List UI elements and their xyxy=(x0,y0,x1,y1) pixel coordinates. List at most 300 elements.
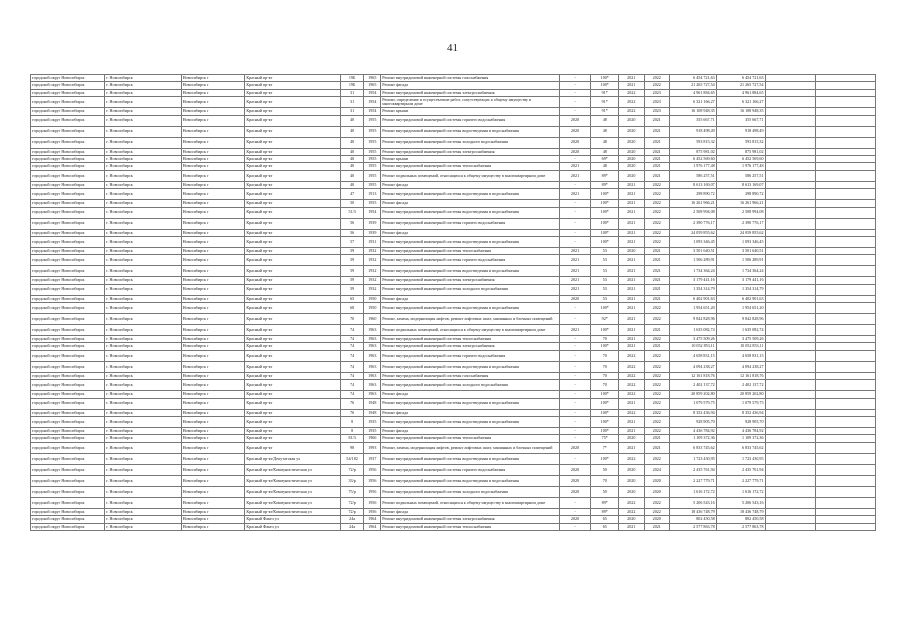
table-cell: 70 xyxy=(591,350,619,361)
table-cell-empty xyxy=(816,417,876,428)
table-cell: 875 981,02 xyxy=(716,148,765,155)
table-cell: 2020 xyxy=(559,516,591,523)
table-cell: г. Новосибирск xyxy=(105,236,181,247)
table-cell: Ремонт внутридомовой инженерной системы электроснабжения xyxy=(381,343,559,350)
table-cell: 40 xyxy=(340,181,363,188)
table-cell: 2021 xyxy=(644,148,669,155)
table-cell: 2021 xyxy=(619,343,644,350)
table-row xyxy=(31,391,876,398)
table-cell: 1 354 314,79 xyxy=(669,284,716,295)
table-cell: 2022 xyxy=(619,391,644,398)
table-cell: 1 616 172,72 xyxy=(716,486,765,497)
table-cell: Новосибирск г xyxy=(181,486,245,497)
table-cell: 40 xyxy=(340,163,363,170)
table-cell-empty xyxy=(816,108,876,115)
table-cell: 68 xyxy=(340,303,363,314)
table-cell: Красный пр-кт xyxy=(245,303,341,314)
table-cell-empty xyxy=(816,325,876,336)
table-cell: г. Новосибирск xyxy=(105,523,181,530)
table-cell-empty xyxy=(816,148,876,155)
table-cell: городской округ Новосибирск xyxy=(31,126,105,137)
table-row xyxy=(31,163,876,170)
table-cell: Ремонт внутридомовой инженерной системы горячего водоснабжения xyxy=(381,350,559,361)
table-cell: - xyxy=(559,229,591,236)
table-cell: Ремонт подвальных помещений, относящихся к общему имуществу в многоквартирном доме xyxy=(381,170,559,181)
table-cell: Новосибирск г xyxy=(181,516,245,523)
table-cell-empty xyxy=(765,277,816,284)
table-cell: 1 723 430,95 xyxy=(716,453,765,464)
table-cell: - xyxy=(559,181,591,188)
table-cell: Новосибирск г xyxy=(181,508,245,515)
table-row xyxy=(31,115,876,126)
table-cell: 59 xyxy=(340,277,363,284)
table-cell: 4 658 831,15 xyxy=(716,350,765,361)
table-cell: г. Новосибирск xyxy=(105,417,181,428)
table-cell: 2021 xyxy=(559,170,591,181)
table-cell: 1 616 172,72 xyxy=(669,486,716,497)
table-cell: 6 454 721,63 xyxy=(669,75,716,82)
table-cell: г. Новосибирск xyxy=(105,464,181,475)
table-cell-empty xyxy=(765,97,816,108)
table-cell: Ремонт внутридомовой инженерной системы горячего водоснабжения xyxy=(381,464,559,475)
table-cell: 40 xyxy=(340,170,363,181)
table-cell: 6 833 745,62 xyxy=(669,442,716,453)
table-cell: 2021 xyxy=(559,325,591,336)
table-cell: Красный пр-кт xyxy=(245,126,341,137)
table-cell: - xyxy=(559,236,591,247)
table-cell-empty xyxy=(765,207,816,218)
table-cell: 70 xyxy=(340,314,363,325)
table-cell: 2022 xyxy=(644,200,669,207)
table-cell: Красный пр-кт xyxy=(245,155,341,162)
table-cell-empty xyxy=(816,398,876,409)
table-cell: 100* xyxy=(591,82,619,89)
table-cell: - xyxy=(559,417,591,428)
table-cell: 59 xyxy=(340,255,363,266)
table-cell: 2020 xyxy=(559,295,591,302)
table-cell: 65 xyxy=(340,295,363,302)
table-cell: г. Новосибирск xyxy=(105,137,181,148)
table-cell: 1 093 346,45 xyxy=(716,236,765,247)
table-cell: г. Новосибирск xyxy=(105,108,181,115)
table-cell: 8 613 169,07 xyxy=(716,181,765,188)
table-cell: Красный пр-кт xyxy=(245,380,341,391)
table-row xyxy=(31,295,876,302)
table-cell: Новосибирск г xyxy=(181,417,245,428)
table-cell-empty xyxy=(765,372,816,379)
table-cell: 74 xyxy=(340,372,363,379)
table-cell: г. Новосибирск xyxy=(105,218,181,229)
table-cell: 2021 xyxy=(644,155,669,162)
table-row xyxy=(31,236,876,247)
table-cell: Ремонт, замена, модернизация лифтов, ремонт лифтовых шахт, машинных и блочных помещений xyxy=(381,314,559,325)
table-cell: Новосибирск г xyxy=(181,75,245,82)
table-cell: городской округ Новосибирск xyxy=(31,189,105,200)
table-cell: 2022 xyxy=(619,380,644,391)
table-cell-empty xyxy=(765,314,816,325)
table-row xyxy=(31,303,876,314)
table-cell-empty xyxy=(765,523,816,530)
table-cell-empty xyxy=(765,428,816,435)
table-cell: 40 xyxy=(340,148,363,155)
table-cell: 2022 xyxy=(644,372,669,379)
table-cell: городской округ Новосибирск xyxy=(31,486,105,497)
table-cell: 10 052 853,11 xyxy=(716,343,765,350)
table-cell: Новосибирск г xyxy=(181,361,245,372)
table-cell: г. Новосибирск xyxy=(105,89,181,96)
table-cell: Красный пр-кт xyxy=(245,266,341,277)
table-cell: г. Новосибирск xyxy=(105,207,181,218)
table-cell: 1948 xyxy=(364,409,381,416)
table-cell: 2021 xyxy=(644,115,669,126)
table-cell: 2021 xyxy=(619,325,644,336)
table-cell: 2022 xyxy=(619,97,644,108)
table-cell: городской округ Новосибирск xyxy=(31,247,105,254)
table-cell-empty xyxy=(765,391,816,398)
table-cell: 100* xyxy=(591,189,619,200)
table-cell: Ремонт фасада xyxy=(381,409,559,416)
table-cell: 53 xyxy=(591,277,619,284)
table-cell: г. Новосибирск xyxy=(105,497,181,508)
table-cell: 1954 xyxy=(364,89,381,96)
table-cell: 91* xyxy=(591,97,619,108)
table-cell: Ремонт внутридомовой инженерной системы теплоснабжения xyxy=(381,336,559,343)
table-cell: городской округ Новосибирск xyxy=(31,284,105,295)
table-cell: 100* xyxy=(591,303,619,314)
table-cell: 1955 xyxy=(364,163,381,170)
table-cell: городской округ Новосибирск xyxy=(31,435,105,442)
table-row xyxy=(31,200,876,207)
table-cell: 100* xyxy=(591,391,619,398)
table-cell: 3 475 509,26 xyxy=(716,336,765,343)
table-cell: городской округ Новосибирск xyxy=(31,508,105,515)
table-cell-empty xyxy=(765,200,816,207)
table-cell: г. Новосибирск xyxy=(105,155,181,162)
table-cell: 6 452 569,60 xyxy=(669,155,716,162)
table-cell: 40 xyxy=(340,137,363,148)
table-cell: Новосибирск г xyxy=(181,218,245,229)
table-cell-empty xyxy=(816,97,876,108)
table-cell: 74 xyxy=(340,361,363,372)
table-cell: г. Новосибирск xyxy=(105,516,181,523)
table-cell: 2020 xyxy=(619,148,644,155)
table-cell: городской округ Новосибирск xyxy=(31,398,105,409)
table-cell: 2020 xyxy=(619,435,644,442)
table-cell: 2020 xyxy=(644,516,669,523)
table-cell: 918 498,49 xyxy=(716,126,765,137)
table-cell-empty xyxy=(816,336,876,343)
table-cell: 16 261 966,21 xyxy=(716,200,765,207)
table-cell: 50 xyxy=(340,200,363,207)
table-cell: 2021 xyxy=(619,181,644,188)
table-cell: г. Новосибирск xyxy=(105,372,181,379)
table-cell: 4 094 238,27 xyxy=(716,361,765,372)
table-cell: Красный пр-кт xyxy=(245,137,341,148)
table-cell: г. Новосибирск xyxy=(105,486,181,497)
table-cell: г. Новосибирск xyxy=(105,115,181,126)
table-cell: 2021 xyxy=(619,284,644,295)
table-cell: 53 xyxy=(591,247,619,254)
table-cell: городской округ Новосибирск xyxy=(31,442,105,453)
table-cell: городской округ Новосибирск xyxy=(31,163,105,170)
table-cell: 2021 xyxy=(619,255,644,266)
table-cell: 31 xyxy=(340,97,363,108)
table-cell: городской округ Новосибирск xyxy=(31,391,105,398)
table-cell: 6 833 745,62 xyxy=(716,442,765,453)
table-cell: 2021 xyxy=(644,163,669,170)
table-cell: Новосибирск г xyxy=(181,170,245,181)
table-row xyxy=(31,229,876,236)
table-cell: 24 059 855,62 xyxy=(669,229,716,236)
table-cell: - xyxy=(559,75,591,82)
table-cell: 2020 xyxy=(619,126,644,137)
table-cell: - xyxy=(559,82,591,89)
table-cell: 76 xyxy=(340,409,363,416)
table-cell: 1 635 082,74 xyxy=(669,325,716,336)
table-cell: 2021 xyxy=(619,200,644,207)
table-cell: 74 xyxy=(340,391,363,398)
table-cell: 2022 xyxy=(644,189,669,200)
table-cell: 2 402 137,72 xyxy=(669,380,716,391)
table-cell: Ремонт внутридомовой инженерной системы водоотведения и водоснабжения xyxy=(381,189,559,200)
table-row xyxy=(31,108,876,115)
table-cell: 1 079 579,75 xyxy=(716,398,765,409)
table-row xyxy=(31,523,876,530)
table-cell: 81/3 xyxy=(340,435,363,442)
table-cell: г. Новосибирск xyxy=(105,350,181,361)
table-cell-empty xyxy=(765,82,816,89)
table-cell: 2021 xyxy=(644,170,669,181)
table-cell: 2021 xyxy=(619,82,644,89)
table-cell: 2021 xyxy=(644,126,669,137)
table-cell: городской округ Новосибирск xyxy=(31,266,105,277)
table-cell: 53 xyxy=(591,295,619,302)
table-cell-empty xyxy=(816,255,876,266)
table-cell: Новосибирск г xyxy=(181,428,245,435)
table-cell-empty xyxy=(816,170,876,181)
table-cell: - xyxy=(559,89,591,96)
table-cell: 1956 xyxy=(364,508,381,515)
table-cell: Ремонт внутридомовой инженерной системы водоотведения и водоснабжения xyxy=(381,417,559,428)
table-cell: городской округ Новосибирск xyxy=(31,255,105,266)
table-cell: 50 xyxy=(591,464,619,475)
table-cell: 2021 xyxy=(644,255,669,266)
table-cell: 74 xyxy=(340,325,363,336)
table-cell: Новосибирск г xyxy=(181,126,245,137)
table-cell: 72/р xyxy=(340,497,363,508)
table-cell: 2021 xyxy=(619,428,644,435)
table-cell-empty xyxy=(816,350,876,361)
table-cell: г. Новосибирск xyxy=(105,380,181,391)
table-cell: 19Б xyxy=(340,82,363,89)
table-cell: 1939 xyxy=(364,229,381,236)
table-cell: 2022 xyxy=(644,218,669,229)
table-cell: 1963 xyxy=(364,391,381,398)
table-cell: городской округ Новосибирск xyxy=(31,475,105,486)
table-cell: 2021 xyxy=(619,442,644,453)
table-cell: 70 xyxy=(591,361,619,372)
table-cell: Ремонт внутридомовой инженерной системы теплоснабжения xyxy=(381,523,559,530)
table-cell: Новосибирск г xyxy=(181,115,245,126)
table-cell-empty xyxy=(765,435,816,442)
table-cell: городской округ Новосибирск xyxy=(31,453,105,464)
table-cell: Новосибирск г xyxy=(181,325,245,336)
table-cell: Новосибирск г xyxy=(181,266,245,277)
table-row xyxy=(31,247,876,254)
table-cell: 75* xyxy=(591,435,619,442)
table-cell-empty xyxy=(816,343,876,350)
table-row xyxy=(31,97,876,108)
table-cell: 2021 xyxy=(619,189,644,200)
table-cell: 1956 xyxy=(364,497,381,508)
table-cell: г. Новосибирск xyxy=(105,148,181,155)
table-cell: г. Новосибирск xyxy=(105,398,181,409)
table-cell: 74 xyxy=(340,380,363,391)
table-cell: 1 635 082,74 xyxy=(716,325,765,336)
table-cell-empty xyxy=(816,486,876,497)
table-cell: 2022 xyxy=(619,409,644,416)
table-cell: 1955 xyxy=(364,181,381,188)
table-cell: городской округ Новосибирск xyxy=(31,155,105,162)
table-cell: 100* xyxy=(591,398,619,409)
table-cell-empty xyxy=(816,207,876,218)
table-cell-empty xyxy=(816,409,876,416)
table-row xyxy=(31,508,876,515)
table-cell: - xyxy=(559,200,591,207)
table-cell: 74 xyxy=(340,350,363,361)
table-cell: Новосибирск г xyxy=(181,229,245,236)
table-cell: 802 450,58 xyxy=(716,516,765,523)
table-cell: Красный пр-кт xyxy=(245,336,341,343)
table-cell: Ремонт фасада xyxy=(381,200,559,207)
table-cell: городской округ Новосибирск xyxy=(31,343,105,350)
table-cell: 2020 xyxy=(559,137,591,148)
table-cell-empty xyxy=(765,284,816,295)
table-cell: 70 xyxy=(591,475,619,486)
table-cell: Ремонт внутридомовой инженерной системы водоотведения и водоснабжения xyxy=(381,361,559,372)
table-cell: г. Новосибирск xyxy=(105,181,181,188)
table-cell: 65 xyxy=(591,516,619,523)
table-cell: 3 179 441,16 xyxy=(669,277,716,284)
table-cell: 69* xyxy=(591,155,619,162)
table-cell: 76 xyxy=(340,398,363,409)
table-cell: Красный Факел ул xyxy=(245,516,341,523)
table-cell: 2021 xyxy=(644,435,669,442)
table-cell-empty xyxy=(765,75,816,82)
table-row xyxy=(31,148,876,155)
table-cell-empty xyxy=(816,163,876,170)
table-cell-empty xyxy=(816,453,876,464)
table-cell: 2022 xyxy=(644,75,669,82)
table-cell: 1913 xyxy=(364,189,381,200)
table-cell: Красный пр-кт xyxy=(245,372,341,379)
table-cell: 1964 xyxy=(364,516,381,523)
table-cell: 1955 xyxy=(364,170,381,181)
table-cell: 100* xyxy=(591,218,619,229)
table-cell: Новосибирск г xyxy=(181,475,245,486)
table-cell: Новосибирск г xyxy=(181,181,245,188)
table-cell-empty xyxy=(765,398,816,409)
table-row xyxy=(31,497,876,508)
table-cell: 1 734 364,24 xyxy=(716,266,765,277)
table-cell: 2021 xyxy=(644,523,669,530)
table-cell: 2021 xyxy=(559,247,591,254)
table-row xyxy=(31,170,876,181)
table-cell: Красный пр-кт/Коммунистическая ул xyxy=(245,497,341,508)
table-cell-empty xyxy=(765,181,816,188)
table-cell: 74 xyxy=(340,343,363,350)
table-cell: 9 842 828,96 xyxy=(669,314,716,325)
table-cell: Новосибирск г xyxy=(181,277,245,284)
table-cell: Красный пр-кт/Коммунистическая ул xyxy=(245,475,341,486)
table-cell: г. Новосибирск xyxy=(105,442,181,453)
table-cell: - xyxy=(559,361,591,372)
table-cell: городской округ Новосибирск xyxy=(31,428,105,435)
table-cell: 2020 xyxy=(644,486,669,497)
table-cell: г. Новосибирск xyxy=(105,247,181,254)
table-cell: Красный пр-кт xyxy=(245,200,341,207)
table-cell: Ремонт подвальных помещений, относящихся к общему имуществу в многоквартирном доме xyxy=(381,325,559,336)
table-cell: 1932 xyxy=(364,247,381,254)
table-cell: Красный пр-кт xyxy=(245,435,341,442)
table-cell: 4 961 884,65 xyxy=(669,89,716,96)
table-cell: 70 xyxy=(591,372,619,379)
table-cell: Красный пр-кт xyxy=(245,442,341,453)
table-row xyxy=(31,325,876,336)
table-cell-empty xyxy=(765,295,816,302)
table-cell: 18 436 748,79 xyxy=(669,508,716,515)
table-cell: Красный пр-кт xyxy=(245,189,341,200)
table-cell: 98 xyxy=(340,442,363,453)
table-cell: - xyxy=(559,453,591,464)
table-cell-empty xyxy=(816,372,876,379)
table-cell: 2 508 994,08 xyxy=(716,207,765,218)
table-cell: Красный пр-кт xyxy=(245,97,341,108)
table-cell-empty xyxy=(765,247,816,254)
table-cell: Ремонт внутридомовой инженерной системы холодного водоснабжения xyxy=(381,284,559,295)
table-cell: 2022 xyxy=(644,361,669,372)
table-cell: 2021 xyxy=(559,255,591,266)
table-cell: Ремонт внутридомовой инженерной системы электроснабжения xyxy=(381,148,559,155)
table-cell-empty xyxy=(816,181,876,188)
table-cell: Красный пр-кт/Коммунистическая ул xyxy=(245,508,341,515)
table-cell: 31 xyxy=(340,89,363,96)
table-cell: г. Новосибирск xyxy=(105,295,181,302)
table-cell: Красный пр-кт xyxy=(245,361,341,372)
capital-repair-table xyxy=(30,74,876,531)
table-cell: - xyxy=(559,508,591,515)
table-cell: Новосибирск г xyxy=(181,372,245,379)
table-cell: 2022 xyxy=(644,236,669,247)
table-row xyxy=(31,516,876,523)
table-cell: 4 436 784,92 xyxy=(716,428,765,435)
table-cell-empty xyxy=(816,303,876,314)
table-cell: г. Новосибирск xyxy=(105,361,181,372)
table-cell: - xyxy=(559,380,591,391)
table-cell: 40 xyxy=(340,155,363,162)
table-cell: городской округ Новосибирск xyxy=(31,380,105,391)
table-cell: - xyxy=(559,350,591,361)
table-cell: Новосибирск г xyxy=(181,236,245,247)
table-cell: 928 905,70 xyxy=(716,417,765,428)
table-cell: 2020 xyxy=(619,464,644,475)
table-cell: Ремонт фасада xyxy=(381,82,559,89)
table-cell: 1 954 651,20 xyxy=(669,303,716,314)
table-cell: городской округ Новосибирск xyxy=(31,108,105,115)
table-cell: Ремонт крыши xyxy=(381,108,559,115)
table-cell: 2022 xyxy=(644,391,669,398)
table-cell: 2021 xyxy=(644,277,669,284)
